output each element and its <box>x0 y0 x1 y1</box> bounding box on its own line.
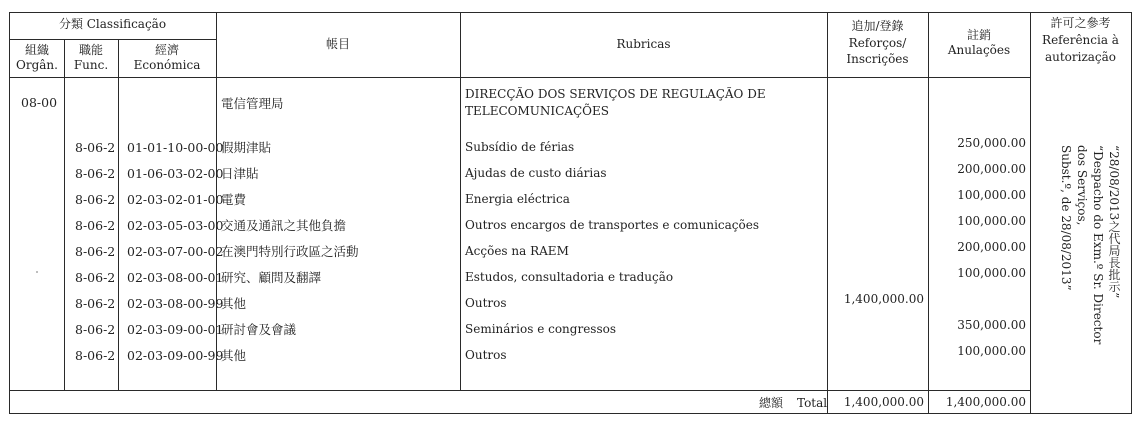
row-8-zh: 研討會及會議 <box>221 322 297 337</box>
row-2-anulacao: 200,000.00 <box>957 162 1026 176</box>
rule-bottom <box>9 413 1131 414</box>
row-5-eco: 02-03-07-00-02 <box>127 244 224 259</box>
row-5-anulacao: 200,000.00 <box>957 240 1026 254</box>
row-2-pt: Ajudas de custo diárias <box>465 166 607 180</box>
row-4-func: 8-06-2 <box>75 218 116 233</box>
row-9-eco: 02-03-09-00-99 <box>127 348 224 363</box>
row-6-zh: 研究、顧問及翻譯 <box>221 270 322 285</box>
rule-zh-pt <box>460 12 461 391</box>
row-7-zh: 其他 <box>221 296 247 311</box>
rule-body-bottom <box>9 390 1031 391</box>
authorization-reference <box>1059 145 1122 355</box>
row-9-pt: Outros <box>465 348 507 362</box>
row-1-pt: Subsídio de férias <box>465 140 575 154</box>
organ-name-zh: 電信管理局 <box>221 96 284 111</box>
rubric-header-pt: Rubricas <box>616 37 671 51</box>
row-7-func: 8-06-2 <box>75 296 116 311</box>
row-3-zh: 電費 <box>221 192 247 207</box>
row-5-zh: 在澳門特別行政區之活動 <box>221 244 359 259</box>
row-9-zh: 其他 <box>221 348 247 363</box>
row-9-anulacao: 100,000.00 <box>957 344 1026 358</box>
rule-classification <box>9 39 216 40</box>
cancellation-header-pt: Anulações <box>947 43 1011 57</box>
reference-header-zh: 許可之參考 <box>1050 16 1111 30</box>
row-9-func: 8-06-2 <box>75 348 116 363</box>
organ-header-pt: Orgân. <box>16 58 58 72</box>
row-1-anulacao: 250,000.00 <box>957 136 1026 150</box>
row-3-pt: Energia eléctrica <box>465 192 570 206</box>
row-6-func: 8-06-2 <box>75 270 116 285</box>
row-2-func: 8-06-2 <box>75 166 116 181</box>
row-4-eco: 02-03-05-03-00 <box>127 218 224 233</box>
func-header-pt: Func. <box>73 58 109 72</box>
total-reforcos: 1,400,000.00 <box>843 395 924 409</box>
row-4-pt: Outros encargos de transportes e comunicações <box>465 218 759 232</box>
row-4-zh: 交通及通訊之其他負擔 <box>221 218 347 233</box>
scan-speck <box>36 271 38 273</box>
rule-right <box>1131 12 1132 414</box>
row-6-anulacao: 100,000.00 <box>957 266 1026 280</box>
rule-organ-func <box>64 39 65 391</box>
authorization-line-2: “Despacho do Exm.º Sr. Director dos Serviços, <box>1075 145 1105 345</box>
row-2-zh: 日津貼 <box>221 166 259 181</box>
economic-header-pt: Económica <box>133 58 201 72</box>
row-3-eco: 02-03-02-01-00 <box>127 192 224 207</box>
rule-top <box>9 12 1131 13</box>
rule-pt-reforco <box>827 12 828 414</box>
row-7-pt: Outros <box>465 296 507 310</box>
classification-header: 分類 Classificação <box>58 17 167 31</box>
row-1-eco: 01-01-10-00-00 <box>127 140 224 155</box>
row-7-reforco: 1,400,000.00 <box>843 292 924 306</box>
rule-anulacao-ref <box>1030 12 1031 414</box>
row-6-eco: 02-03-08-00-01 <box>127 270 224 285</box>
reference-header-pt1: Referência à <box>1042 33 1119 47</box>
row-2-eco: 01-06-03-02-00 <box>127 166 224 181</box>
row-8-pt: Seminários e congressos <box>465 322 617 336</box>
row-8-func: 8-06-2 <box>75 322 116 337</box>
row-8-eco: 02-03-09-00-01 <box>127 322 224 337</box>
organ-header-zh: 組織 <box>24 43 49 57</box>
row-3-anulacao: 100,000.00 <box>957 188 1026 202</box>
cancellation-header-zh: 註銷 <box>966 28 991 42</box>
row-6-pt: Estudos, consultadoria e tradução <box>465 270 674 284</box>
reinforcement-header-pt1: Reforços/ <box>848 36 907 50</box>
organ-name-pt-line1: DIRECÇÃO DOS SERVIÇOS DE REGULAÇÃO DE <box>465 87 766 101</box>
row-8-anulacao: 350,000.00 <box>957 318 1026 332</box>
row-4-anulacao: 100,000.00 <box>957 214 1026 228</box>
rule-header-bottom <box>9 77 1031 78</box>
row-3-func: 8-06-2 <box>75 192 116 207</box>
organ-code: 08-00 <box>21 95 58 110</box>
economic-header-zh: 經濟 <box>154 43 179 57</box>
row-5-pt: Acções na RAEM <box>465 244 569 258</box>
reference-header-pt2: autorização <box>1044 50 1117 64</box>
row-1-zh: 假期津貼 <box>221 140 272 155</box>
authorization-line-1: “28/08/2013之代局長批示” <box>1107 145 1121 299</box>
row-7-eco: 02-03-08-00-99 <box>127 296 224 311</box>
authorization-line-3: Subst.º, de 28/08/2013” <box>1059 145 1073 291</box>
rubric-header-zh: 帳目 <box>325 37 350 51</box>
rule-func-eco <box>118 39 119 391</box>
total-anulacoes: 1,400,000.00 <box>945 395 1026 409</box>
row-5-func: 8-06-2 <box>75 244 116 259</box>
organ-name-pt-line2: TELECOMUNICAÇÕES <box>465 104 609 118</box>
reinforcement-header-pt2: Inscrições <box>846 52 909 66</box>
row-1-func: 8-06-2 <box>75 140 116 155</box>
total-label-zh: 總額 <box>759 396 784 410</box>
func-header-zh: 職能 <box>78 43 103 57</box>
reinforcement-header-zh: 追加/登錄 <box>851 19 904 33</box>
total-label-pt: Total <box>797 396 828 410</box>
